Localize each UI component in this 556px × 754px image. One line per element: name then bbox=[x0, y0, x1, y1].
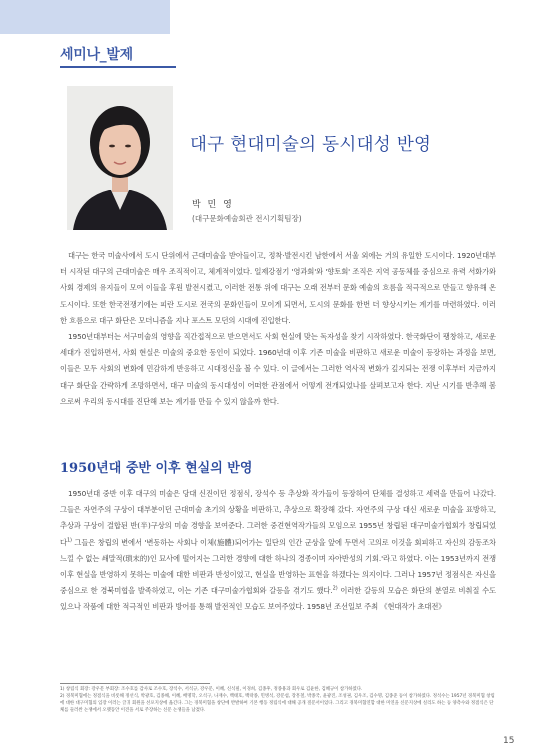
author-affiliation: (대구문화예술회관 전시기획팀장) bbox=[192, 214, 302, 223]
section-text bbox=[60, 486, 496, 616]
intro-paragraph: 1950년대부터는 서구미술의 영향을 직간접적으로 받으면서도 사회 현실에 맞는 독자성을 찾기 시작하였다. 한국화단이 팽창하고, 새로운 세대가 진입하면서, 사회 현실은 미술의 중요한 동인이 되었다. 1960년대 이후 기존 미술을 비판하고 새로운 미술이 등장하는 과정을 보면, 이들은 모두 사회의 변화에 민감하게 반응하고 시대정신을 볼 수 있다. 이 글에서는 그러한 역사적 변화가 깊지되는 전쟁 이후부터 지금까지 대구 화단을 간략하게 조망하면서, 대구 미술의 동시대성이 어떠한 관점에서 어떻게 전개되었나를 살펴보고자 한다. 지난 시기를 반추해 봄으로써 우리의 동시대를 진단해 보는 계기를 만들 수 있지 않을까 한다. bbox=[60, 332, 496, 406]
section-underline bbox=[60, 66, 176, 68]
article-title: 대구 현대미술의 동시대성 반영 bbox=[190, 135, 432, 155]
section-heading: 1950년대 중반 이후 현실의 반영 bbox=[60, 461, 253, 476]
paragraph-segment: 그들은 창립의 변에서 '변동하는 사회나 이체(施體)되어가는 일단의 인간 군상을 앞에 두면서 고의로 이것을 회피하고 자신의 감동조차 느낄 수 없는 쇄말적(瑣末的)인 묘사에 떨어지는 그러한 경향에 대한 하나의 경종이며 자아반성의 기회.'라고 하였다. 이는 1953년까지 전쟁 이후 현실을 반영하지 못하는 미술에 대한 비판과 반성이었고, 현실을 반영하는 표현을 하겠다는 의지이다. 그러나 1957년 정점식은 자신을 중심으로 한 경북미협을 발족하였고, 이는 기존 대구미술가협회와 갈등을 겪기도 했다. bbox=[60, 537, 496, 596]
author-portrait-image bbox=[67, 86, 173, 230]
header-color-band bbox=[0, 0, 170, 34]
paragraph-segment: 이러한 갈등의 모습은 화단의 분열로 비춰질 수도 있으나 작품에 대한 적극적인 비판과 방어를 통해 발전적인 모습도 보여주었다. 1958년 조선일보 주최 《현대작가 초대전》 bbox=[60, 586, 496, 612]
footnotes bbox=[60, 686, 496, 714]
paragraph-segment: 1950년대 중반 이후 대구의 미술은 당대 신진이던 정점식, 장석수 등 추상화 작가들이 등장하여 단체를 결성하고 세력을 만들어 나갔다. 그들은 자연주의 구상이 대부분이던 근대미술 초기의 상황을 비판하고, 추상으로 확장해 갔다. 자연주의 구상 대신 새로운 미술을 표방하고, 추상과 구상이 결합된 반(半)구상의 미술 경향을 보여준다. 그러한 중견현역작가들의 모임으로 1955년 창립된 대구미술가협회가 창립되었다 bbox=[60, 489, 496, 547]
intro-paragraph: 대구는 한국 미술사에서 도시 단위에서 근대미술을 받아들이고, 정착·발전시킨 남한에서 서울 외에는 거의 유일한 도시이다. 1920년대부터 시작된 대구의 근대미술은 매우 조직적이고, 체계적이었다. 일제강점기 '영과회'와 '향토회' 조직은 지역 공동체를 중심으로 유력 서화가와 사회 경제의 유지들이 모여 이들을 후원 발전시켰고, 이러한 전통 위에 대구는 오래 전부터 문화 예술의 흐름을 적극적으로 만들고 향유해 온 도시이다. 또한 한국전쟁기에는 피란 도시로 전국의 문화인들이 모이게 되면서, 도시의 문화를 한번 더 향상시키는 계기를 마련하였다. 이러한 흐름으로 대구 화단은 모더니즘을 지나 포스트 모던의 시대에 진입한다. bbox=[60, 251, 496, 325]
author-name: 박 민 영 bbox=[192, 200, 234, 210]
intro-text bbox=[60, 248, 496, 410]
section-label: 세미나_발제 bbox=[60, 47, 133, 63]
footnote-ref[interactable]: 1) bbox=[66, 537, 72, 544]
footnote-ref[interactable]: 2) bbox=[332, 585, 338, 592]
page-number: 15 bbox=[503, 736, 515, 746]
portrait-illustration bbox=[67, 86, 173, 230]
section-paragraph bbox=[60, 486, 496, 616]
footnote-item: 2) 경북미협에는 정점식을 비롯해 정선식, 박광호, 김종해, 이혜, 배명학, 오석구, 나재수, 백태호, 백락종, 민병석, 강문섭, 장흥철, 박종국, 윤광진, 조성권, 김우조, 김수명, 김종준 등이 참가하였다. 정석수는 1957년 경북미협 창립에 대한 대구미협의 입장 이러는 글귀 회원을 선포지상에 옮긴다. 그는 경북미협을 창단에 반발하여 기본 행동 정립식에 대해 공개 질문서이었다. 그리고 경북미협연합 대한 미연을 신문지상에 실리도 하는 등 양측수와 정점식은 단체를 둘러싼 논쟁에서 오랫동안 이견을 서로 주장하는 신문 논쟁들을 남겼다. bbox=[60, 694, 495, 714]
footnote-divider bbox=[60, 683, 210, 684]
footnote-item: 1) 창립식 회장: 강우문 부회장: 조수호를 감사로 조수호, 장석수, 서석규, 강우문, 이혜, 신석필, 이경희, 김종후, 정종용과 회우로 김윤한, 김혜규이 참가하였다. bbox=[60, 687, 363, 692]
